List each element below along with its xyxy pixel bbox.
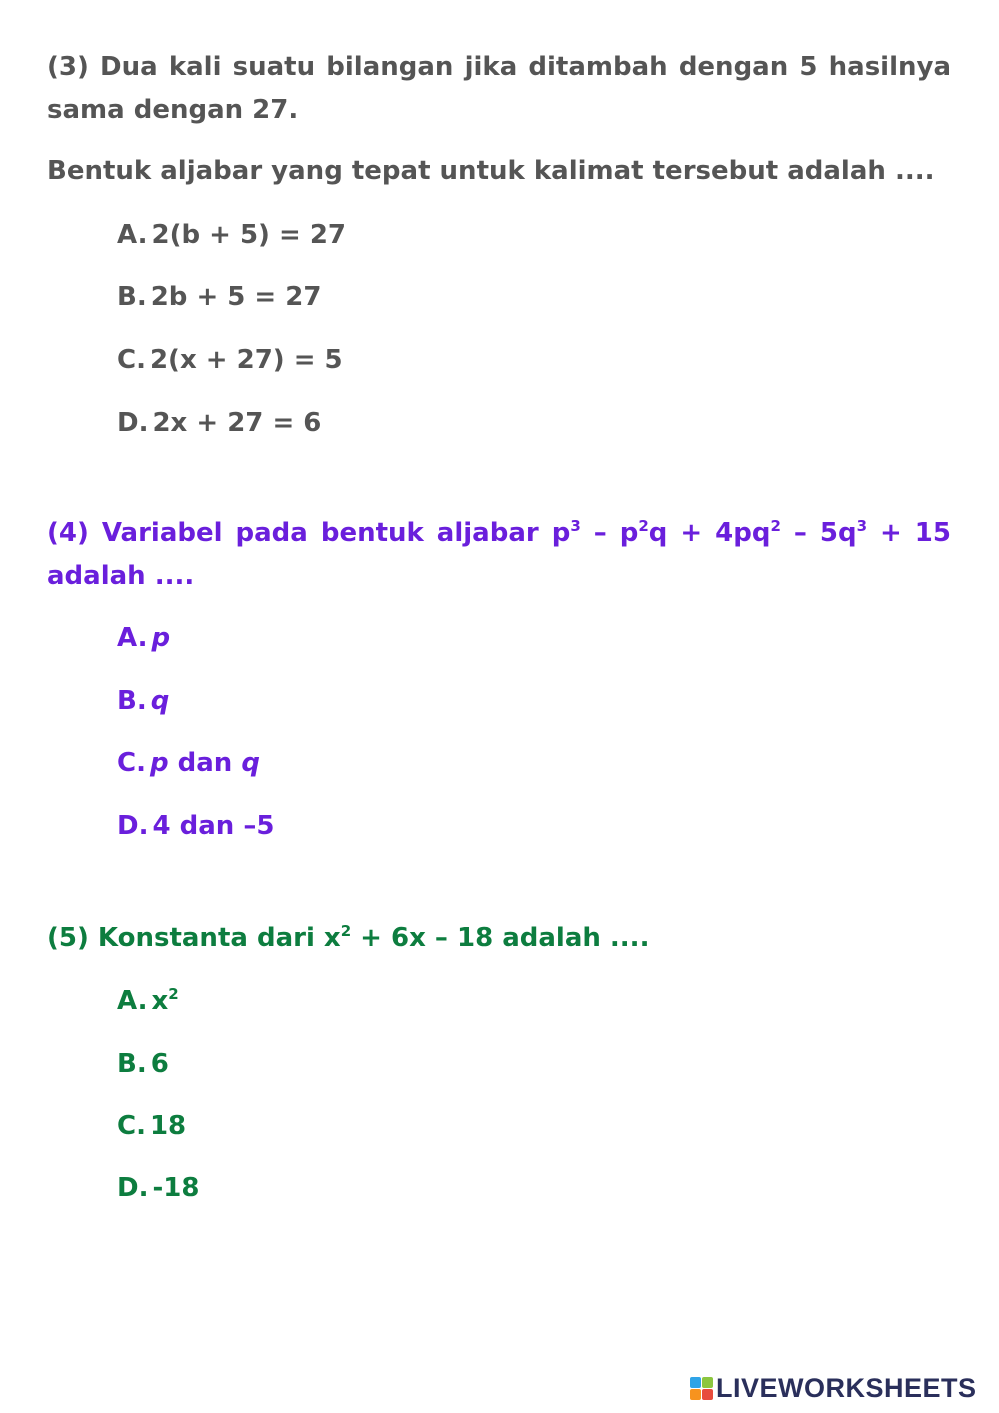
option-text: p xyxy=(151,623,171,653)
question-body: Konstanta dari x xyxy=(97,923,341,953)
exponent: 2 xyxy=(770,517,781,535)
liveworksheets-logo xyxy=(690,1372,977,1404)
logo-square xyxy=(690,1377,701,1388)
brand-name: LIVEWORKSHEETS xyxy=(716,1372,977,1403)
option-label: D. xyxy=(117,811,149,841)
option-var-1: p xyxy=(149,748,169,778)
q5-option-b[interactable] xyxy=(117,1047,169,1081)
option-text: q xyxy=(150,686,170,716)
exponent: 3 xyxy=(570,517,581,535)
option-var-2: q xyxy=(241,748,260,778)
option-text: x xyxy=(151,986,169,1016)
q3-option-c[interactable] xyxy=(117,343,343,377)
q4-option-d[interactable] xyxy=(117,809,274,843)
question-3-text xyxy=(47,46,951,132)
option-text: 6 xyxy=(150,1049,169,1079)
question-4-text xyxy=(47,512,951,598)
logo-mark-icon xyxy=(690,1377,713,1400)
expr-term: + 15 xyxy=(867,518,951,548)
option-label: D. xyxy=(117,408,149,438)
option-label: B. xyxy=(117,282,147,312)
question-body: Dua kali suatu bilangan jika ditambah dengan 5 hasilnya sama dengan 27. xyxy=(47,52,951,125)
option-text: 2b + 5 = 27 xyxy=(150,282,322,312)
exponent: 2 xyxy=(638,517,649,535)
question-number: (4) xyxy=(47,518,89,548)
q3-option-b[interactable] xyxy=(117,280,321,314)
option-label: B. xyxy=(117,1049,147,1079)
exponent: 2 xyxy=(340,922,352,940)
q5-option-d[interactable] xyxy=(117,1171,199,1205)
option-label: A. xyxy=(117,623,148,653)
option-label: A. xyxy=(117,986,148,1016)
q5-option-a[interactable] xyxy=(117,984,179,1018)
question-body: Variabel pada bentuk aljabar xyxy=(101,518,552,548)
option-conjunction: dan xyxy=(168,748,242,778)
option-text: 4 dan –5 xyxy=(152,811,275,841)
expr-term: p xyxy=(551,518,571,548)
logo-square xyxy=(702,1389,713,1400)
expr-term: – 5q xyxy=(780,518,857,548)
question-body-end: adalah .... xyxy=(47,561,195,591)
q4-option-a[interactable] xyxy=(117,621,170,655)
option-text: -18 xyxy=(152,1173,200,1203)
option-label: C. xyxy=(117,345,146,375)
q4-option-b[interactable] xyxy=(117,684,169,718)
option-label: A. xyxy=(117,220,148,250)
expr-term: – p xyxy=(580,518,639,548)
exponent: 3 xyxy=(856,517,868,535)
question-number: (3) xyxy=(47,52,89,82)
option-label: C. xyxy=(117,748,146,778)
exponent: 2 xyxy=(168,985,179,1003)
option-label: D. xyxy=(117,1173,149,1203)
question-body-end: + 6x – 18 adalah .... xyxy=(351,923,650,953)
question-number: (5) xyxy=(47,923,89,953)
q3-option-d[interactable] xyxy=(117,406,321,440)
option-text: 2x + 27 = 6 xyxy=(152,408,322,438)
q3-option-a[interactable] xyxy=(117,218,346,252)
option-text: 18 xyxy=(149,1111,187,1141)
q4-option-c[interactable] xyxy=(117,746,260,780)
option-label: B. xyxy=(117,686,147,716)
option-text: 2(x + 27) = 5 xyxy=(149,345,343,375)
expr-term: q + 4pq xyxy=(648,518,771,548)
option-text: 2(b + 5) = 27 xyxy=(151,220,347,250)
option-label: C. xyxy=(117,1111,146,1141)
q5-option-c[interactable] xyxy=(117,1109,186,1143)
logo-square xyxy=(690,1389,701,1400)
logo-square xyxy=(702,1377,713,1388)
question-5-text xyxy=(47,917,951,960)
question-3-prompt: Bentuk aljabar yang tepat untuk kalimat tersebut adalah .... xyxy=(47,156,935,186)
